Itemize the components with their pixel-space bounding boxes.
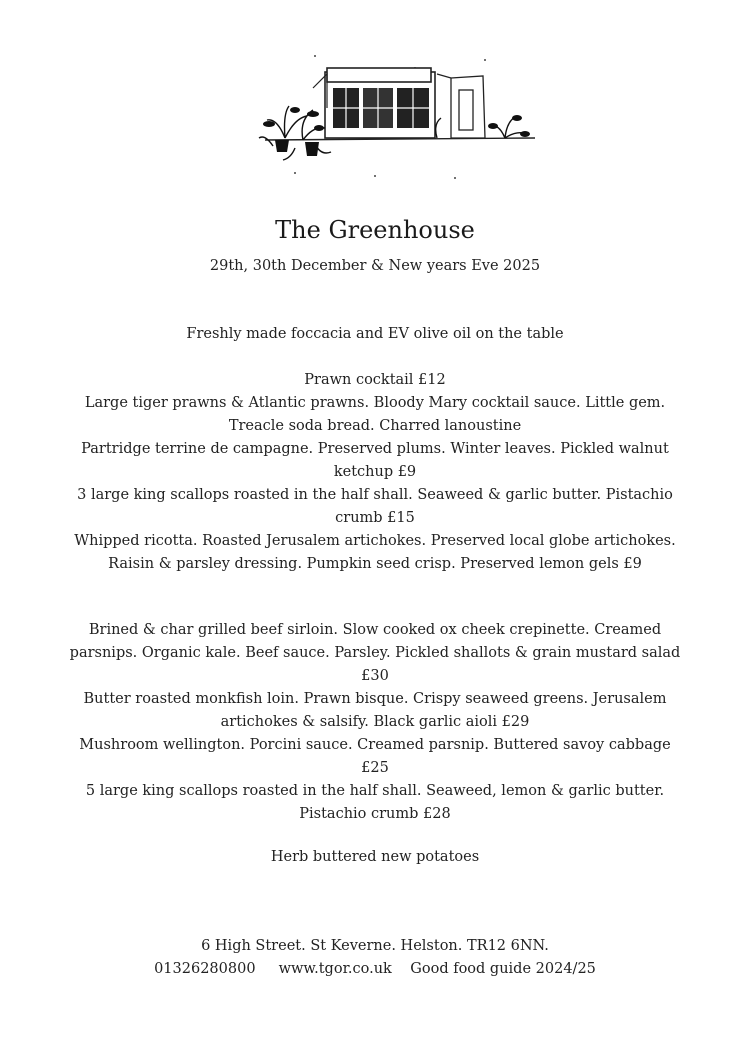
footer-contact: 01326280800 www.tgor.co.uk Good food guide 2024/25: [154, 961, 596, 977]
menu-item-line: Butter roasted monkfish loin. Prawn bisque. Crispy seaweed greens. Jerusalem: [83, 691, 667, 707]
menu-item-line: 3 large king scallops roasted in the half shall. Seaweed & garlic butter. Pistachio: [77, 487, 673, 503]
menu-item: [60, 530, 690, 576]
restaurant-title: The Greenhouse: [275, 216, 475, 244]
menu-item-line: ketchup £9: [333, 464, 417, 480]
menu-item-line: 5 large king scallops roasted in the half shall. Seaweed, lemon & garlic butter.: [85, 783, 665, 799]
menu-item: [60, 438, 690, 484]
starters-section: [60, 369, 690, 576]
menu-item-line: Whipped ricotta. Roasted Jerusalem artichokes. Preserved local globe artichokes.: [74, 533, 676, 549]
table-note-line: Freshly made foccacia and EV olive oil on the table: [186, 326, 564, 342]
menu-item-line: Pistachio crumb £28: [299, 806, 451, 822]
menu-item-line: artichokes & salsify. Black garlic aioli £29: [220, 714, 530, 730]
menu-item: [60, 734, 690, 780]
menu-item-line: Treacle soda bread. Charred lanoustine: [228, 418, 522, 434]
greenhouse-sketch-logo: [255, 48, 545, 188]
menu-item: [60, 619, 690, 688]
mains-section: [60, 619, 690, 826]
menu-item-line: parsnips. Organic kale. Beef sauce. Parsley. Pickled shallots & grain mustard salad: [69, 645, 681, 661]
menu-item-line: crumb £15: [335, 510, 415, 526]
menu-item: [60, 484, 690, 530]
footer: [60, 935, 690, 981]
menu-item-line: Partridge terrine de campagne. Preserved plums. Winter leaves. Pickled walnut: [81, 441, 669, 457]
menu-item-line: Prawn cocktail £12: [304, 372, 446, 388]
menu-item-line: £30: [361, 668, 389, 684]
table-note: [60, 323, 690, 346]
menu-dates: 29th, 30th December & New years Eve 2025: [209, 258, 541, 274]
menu-item-line: Raisin & parsley dressing. Pumpkin seed crisp. Preserved lemon gels £9: [108, 556, 642, 572]
footer-address: 6 High Street. St Keverne. Helston. TR12 6NN.: [201, 938, 549, 954]
menu-item: [60, 688, 690, 734]
menu-item-line: Mushroom wellington. Porcini sauce. Creamed parsnip. Buttered savoy cabbage: [79, 737, 671, 753]
menu-item-line: Brined & char grilled beef sirloin. Slow cooked ox cheek crepinette. Creamed: [88, 622, 662, 638]
menu-item: [60, 780, 690, 826]
menu-item-line: £25: [361, 760, 389, 776]
menu-item: [60, 369, 690, 438]
side-dish-line: Herb buttered new potatoes: [270, 849, 480, 865]
side-dish: [60, 846, 690, 869]
menu-item-line: Large tiger prawns & Atlantic prawns. Bloody Mary cocktail sauce. Little gem.: [84, 395, 666, 411]
